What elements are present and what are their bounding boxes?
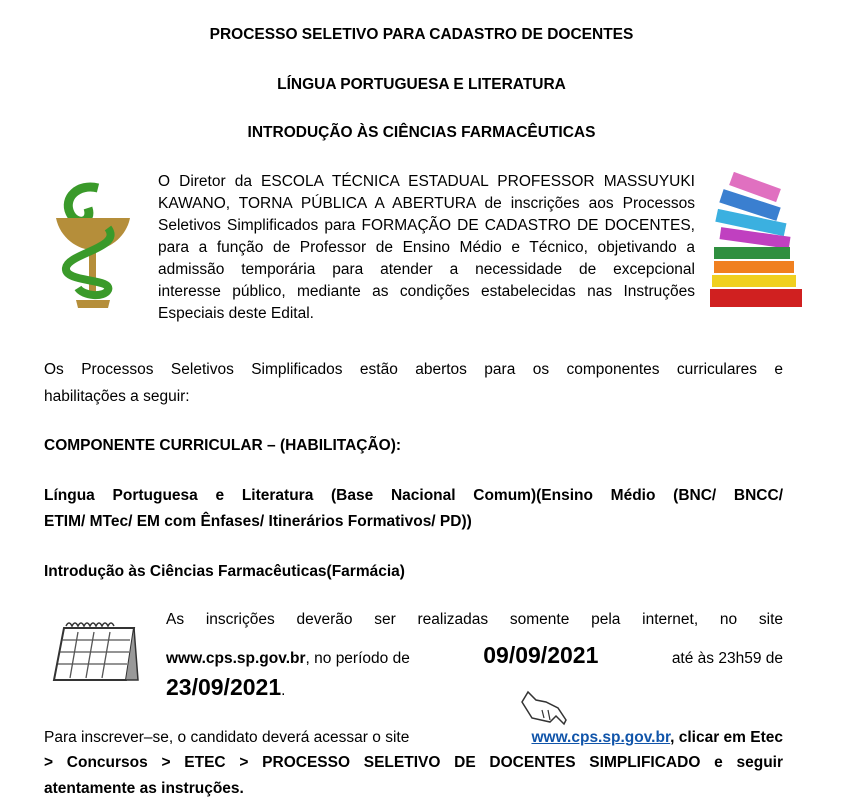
start-date: 09/09/2021 — [483, 642, 599, 668]
component-1-line-1: Língua Portuguesa e Literatura (Base Nacional Comum)(Ensino Médio (BNC/ BNCC/ — [44, 487, 783, 504]
site-text: www.cps.sp.gov.br — [166, 650, 306, 667]
calendar-icon — [50, 620, 140, 685]
pharmacy-snake-bowl-icon — [48, 178, 138, 313]
intro-line: admissão temporária para atender a necessidade de excepcional — [158, 261, 695, 278]
open-line-1: Os Processos Seletivos Simplificados estão abertos para os componentes curriculares e — [44, 361, 783, 378]
intro-line: Seletivos Simplificados para FORMAÇÃO DE CADASTRO DE DOCENTES, — [158, 217, 695, 234]
intro-line: Especiais deste Edital. — [158, 305, 314, 322]
component-heading: COMPONENTE CURRICULAR – (HABILITAÇÃO): — [44, 437, 402, 454]
instructions-line-1 — [44, 728, 783, 748]
intro-line: para a função de Professor de Ensino Médio e Técnico, objetivando a — [158, 239, 695, 256]
component-2: Introdução às Ciências Farmacêuticas(Farmácia) — [44, 563, 405, 580]
intro-line: KAWANO, TORNA PÚBLICA A ABERTURA de inscrições aos Processos — [158, 195, 695, 212]
period-mark: . — [281, 682, 286, 699]
until-text: até às 23h59 de — [671, 650, 783, 667]
intro-line: interesse público, mediante as condições estabelecidas nas Instruções — [158, 283, 695, 300]
title-1: PROCESSO SELETIVO PARA CADASTRO DE DOCENTES — [209, 26, 634, 43]
intro-line: O Diretor da ESCOLA TÉCNICA ESTADUAL PROFESSOR MASSUYUKI — [158, 173, 695, 190]
registration-line-2 — [166, 642, 783, 672]
books-stack-icon — [708, 172, 808, 310]
title-3: INTRODUÇÃO ÀS CIÊNCIAS FARMACÊUTICAS — [247, 124, 596, 141]
instructions-line-3: atentamente as instruções. — [44, 780, 244, 797]
instructions-text: Para inscrever–se, o candidato deverá acessar o site — [44, 729, 410, 746]
component-1-line-2: ETIM/ MTec/ EM com Ênfases/ Itinerários Formativos/ PD)) — [44, 513, 472, 530]
title-2: LÍNGUA PORTUGUESA E LITERATURA — [277, 76, 566, 93]
registration-line-3 — [166, 674, 285, 704]
open-line-2: habilitações a seguir: — [44, 388, 190, 405]
cps-site-link[interactable]: www.cps.sp.gov.br — [531, 729, 671, 746]
registration-line-1: As inscrições deverão ser realizadas somente pela internet, no site — [166, 611, 783, 628]
period-text: , no período de — [305, 650, 410, 667]
end-date: 23/09/2021 — [166, 674, 282, 700]
pointing-hand-icon — [520, 688, 570, 728]
instructions-click-text: , clicar em Etec — [670, 729, 783, 746]
instructions-line-2: > Concursos > ETEC > PROCESSO SELETIVO DE DOCENTES SIMPLIFICADO e seguir — [44, 754, 783, 771]
